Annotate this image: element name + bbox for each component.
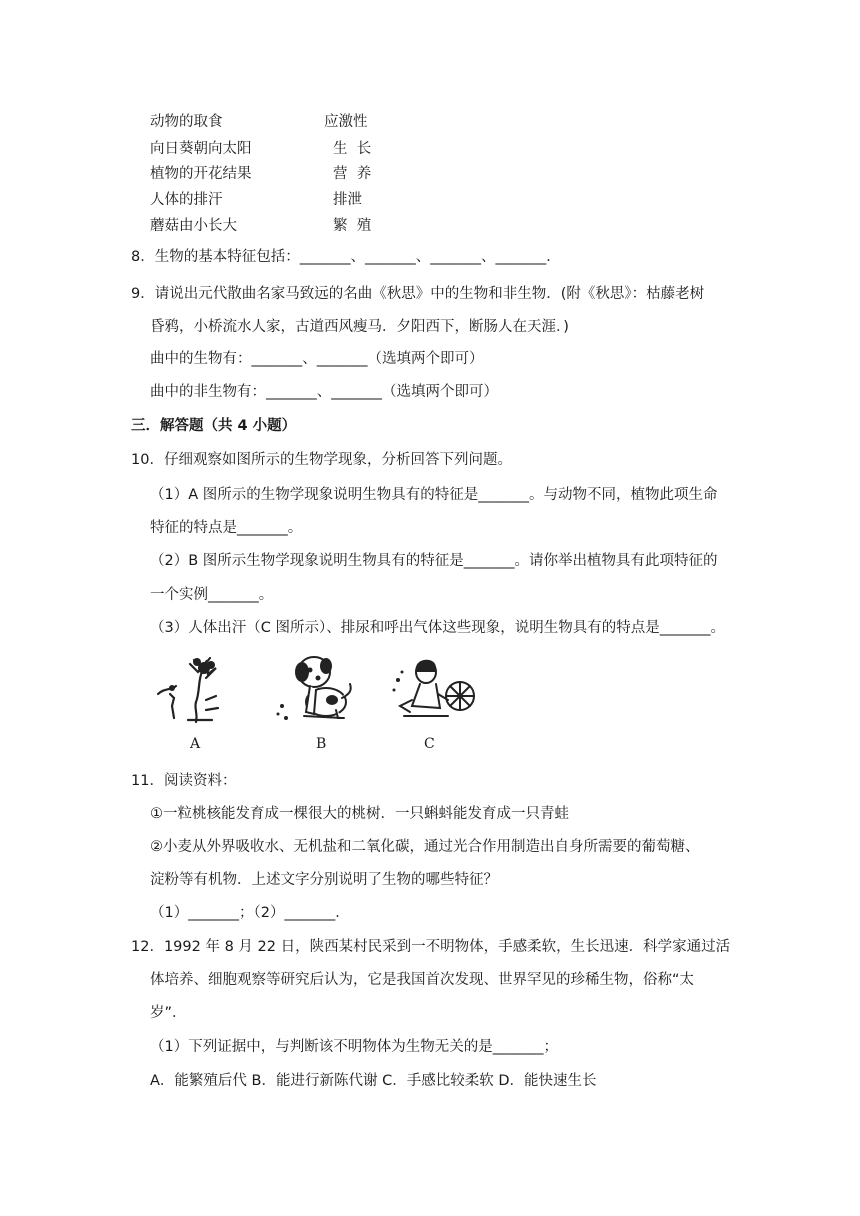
question-11-material-1: ①一粒桃核能发育成一棵很大的桃树．一只蝌蚪能发育成一只青蛙: [150, 806, 569, 822]
match-left-1: 动物的取食: [150, 114, 223, 130]
question-10-part-1b: 特征的特点是_______。: [150, 520, 303, 536]
question-11-answer: （1）_______；（2）_______．: [150, 905, 350, 921]
match-right-2: 生 长: [333, 141, 372, 157]
match-left-3: 植物的开花结果: [150, 166, 252, 182]
match-left-4: 人体的排汗: [150, 192, 223, 208]
question-9-line-2: 昏鸦，小桥流水人家，古道西风瘦马．夕阳西下，断肠人在天涯．): [150, 319, 569, 335]
question-10-part-2a: （2）B 图所示生物学现象说明生物具有的特征是_______。请你举出植物具有此项特征的: [150, 553, 718, 569]
question-11-material-2b: 淀粉等有机物．上述文字分别说明了生物的哪些特征？: [150, 872, 498, 888]
question-11-material-2a: ②小麦从外界吸收水、无机盐和二氧化碳，通过光合作用制造出自身所需要的葡萄糖、: [150, 839, 700, 855]
question-12-line-3: 岁”．: [150, 1005, 187, 1021]
question-11-stem: 11．阅读资料：: [131, 773, 237, 789]
question-10-part-2b: 一个实例_______。: [150, 587, 274, 603]
question-10-stem: 10．仔细观察如图所示的生物学现象，分析回答下列问题。: [131, 452, 512, 468]
question-12-line-1: 12．1992 年 8 月 22 日，陕西某村民采到一不明物体，手感柔软，生长迅速．科学家通过活: [131, 939, 731, 955]
question-8: 8．生物的基本特征包括：_______、_______、_______、_______．: [131, 249, 561, 265]
question-10-part-3: （3）人体出汗（C 图所示）、排尿和呼出气体这些现象，说明生物具有的特点是_______。: [150, 620, 725, 636]
question-10-part-1a: （1）A 图所示的生物学现象说明生物具有的特征是_______。与动物不同，植物此项生命: [150, 487, 718, 503]
question-12-options: A．能繁殖后代 B．能进行新陈代谢 C．手感比较柔软 D．能快速生长: [150, 1073, 597, 1089]
figure-c-sweating-person-image: [390, 650, 480, 730]
match-right-1: 应激性: [324, 114, 368, 130]
question-9-line-1: 9．请说出元代散曲名家马致远的名曲《秋思》中的生物和非生物．(附《秋思》：枯藤老树: [131, 286, 705, 302]
match-left-2: 向日葵朝向太阳: [150, 141, 252, 157]
match-left-5: 蘑菇由小长大: [150, 218, 237, 234]
question-12-line-2: 体培养、细胞观察等研究后认为，它是我国首次发现、世界罕见的珍稀生物，俗称“太: [150, 972, 695, 988]
question-9-line-4: 曲中的非生物有：_______、_______（选填两个即可）: [150, 384, 498, 400]
match-right-3: 营 养: [333, 166, 372, 182]
figure-b-label: B: [316, 736, 327, 752]
match-right-5: 繁 殖: [333, 218, 372, 234]
section-3-title: 三．解答题（共 4 小题）: [131, 418, 297, 434]
figure-b-dog-image: [270, 650, 360, 730]
figure-a-label: A: [190, 736, 201, 752]
figure-a-plant-image: [150, 650, 230, 730]
question-12-sub-1: （1）下列证据中，与判断该不明物体为生物无关的是_______；: [150, 1039, 558, 1055]
figure-c-label: C: [424, 736, 435, 752]
question-10-figures: [140, 650, 500, 760]
match-right-4: 排泄: [333, 192, 362, 208]
question-9-line-3: 曲中的生物有：_______、_______（选填两个即可）: [150, 351, 484, 367]
